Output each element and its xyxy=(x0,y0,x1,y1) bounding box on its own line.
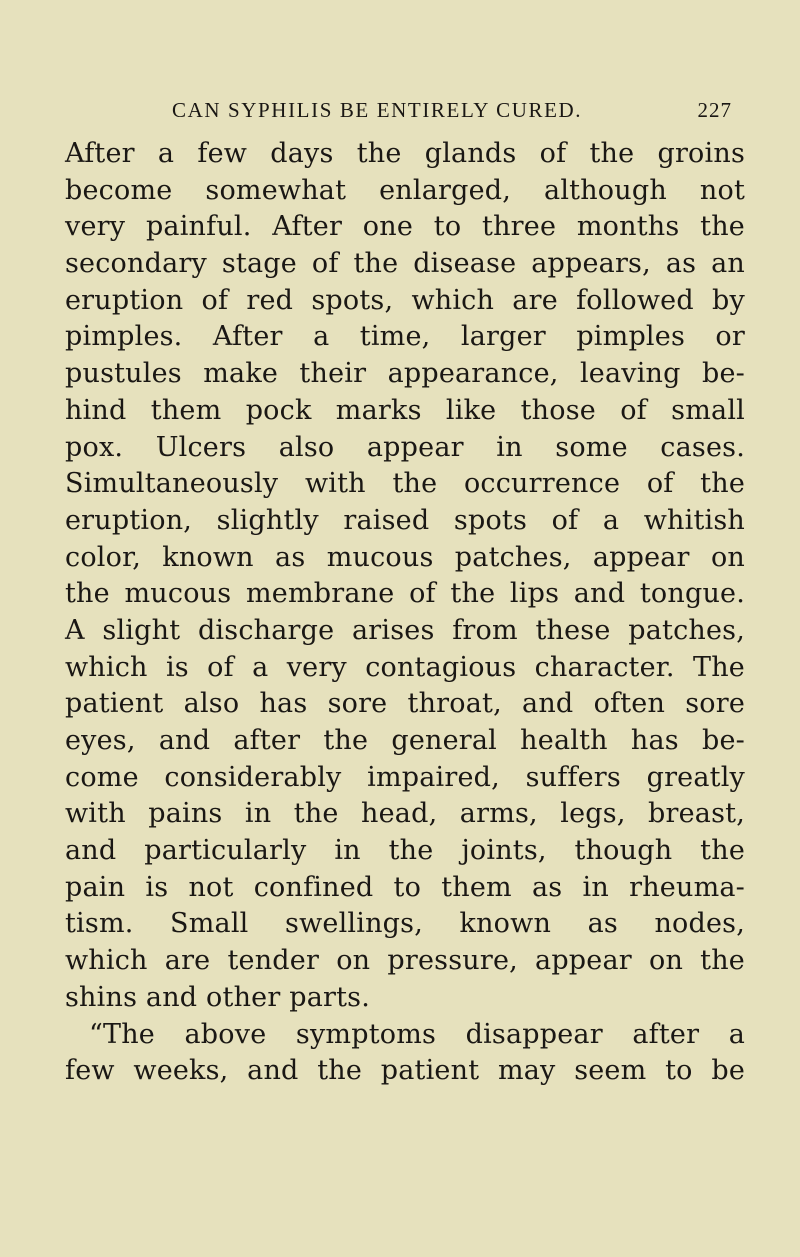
text-line: which are tender on pressure, appear on the xyxy=(65,945,745,977)
text-line: with pains in the head, arms, legs, breast, xyxy=(65,798,745,830)
text-line: After a few days the glands of the groins xyxy=(65,138,745,169)
text-line: shins and other parts. xyxy=(65,981,370,1013)
text-line: patient also has sore throat, and often sore xyxy=(65,688,745,720)
text-line: color, known as mucous patches, appear on xyxy=(65,541,745,573)
text-line: pain is not confined to them as in rheuma- xyxy=(65,871,745,903)
text-line: eyes, and after the general health has be- xyxy=(65,725,745,756)
text-line: pustules make their appearance, leaving be- xyxy=(65,358,745,390)
text-line: eruption of red spots, which are followed by xyxy=(65,284,745,316)
text-line: eruption, slightly raised spots of a whitish xyxy=(65,504,745,536)
running-head xyxy=(172,98,732,128)
text-line: few weeks, and the patient may seem to be xyxy=(65,1055,745,1087)
text-line: come considerably impaired, suffers greatly xyxy=(65,761,745,793)
text-line: pox. Ulcers also appear in some cases. xyxy=(65,431,745,463)
text-line: pimples. After a time, larger pimples or xyxy=(65,321,745,353)
text-line: Simultaneously with the occurrence of the xyxy=(65,468,745,500)
body-text xyxy=(65,136,745,1090)
running-title: CAN SYPHILIS BE ENTIRELY CURED. xyxy=(172,98,583,122)
text-line: and particularly in the joints, though the xyxy=(65,835,745,867)
text-line: hind them pock marks like those of small xyxy=(65,394,745,426)
text-line: become somewhat enlarged, although not xyxy=(65,174,745,206)
text-line: very painful. After one to three months the xyxy=(65,211,745,243)
text-line: which is of a very contagious character. The xyxy=(65,651,745,683)
text-line: the mucous membrane of the lips and tongue. xyxy=(65,578,745,610)
text-line: secondary stage of the disease appears, as an xyxy=(65,248,745,280)
page-number: 227 xyxy=(697,98,732,122)
text-line: A slight discharge arises from these patches, xyxy=(65,614,745,646)
text-line: tism. Small swellings, known as nodes, xyxy=(65,908,745,940)
text-line: “The above symptoms disappear after a xyxy=(89,1018,745,1050)
